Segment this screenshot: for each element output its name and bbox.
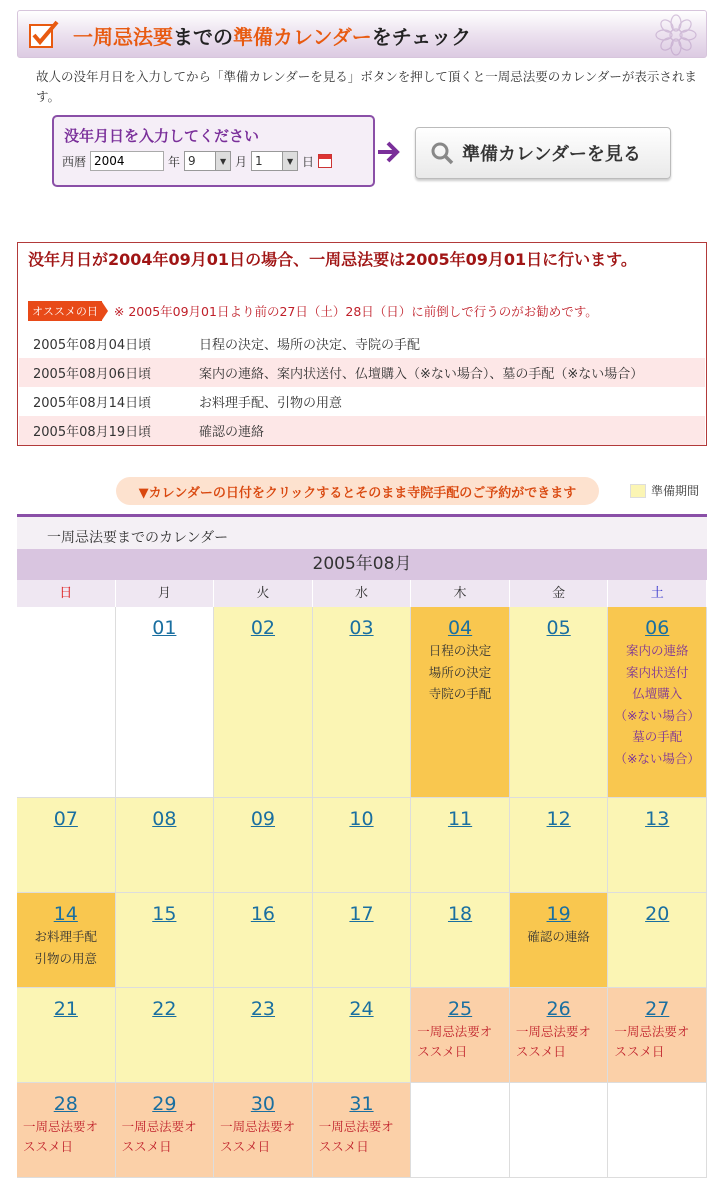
- calendar-day-link[interactable]: 04: [447, 617, 473, 639]
- calendar-day-cell[interactable]: [214, 1083, 313, 1178]
- month-select[interactable]: [184, 151, 231, 171]
- calendar-notice: ▼カレンダーの日付をクリックするとそのまま寺院手配のご予約ができます: [116, 477, 599, 505]
- calendar-day-cell[interactable]: [313, 798, 412, 893]
- calendar-day-link[interactable]: 11: [447, 808, 473, 830]
- arrow-right-icon: [376, 138, 402, 166]
- search-icon: [430, 141, 454, 165]
- calendar-day-link[interactable]: 17: [349, 903, 374, 925]
- calendar-day-cell[interactable]: [214, 607, 313, 798]
- calendar-event: 墓の手配: [632, 729, 683, 744]
- calendar-day-link[interactable]: 14: [53, 903, 78, 925]
- calendar-day-link[interactable]: 09: [250, 808, 276, 830]
- date-input-row: [62, 151, 332, 171]
- calendar-day-link[interactable]: 03: [349, 617, 374, 639]
- result-headline: 没年月日が2004年09月01日の場合、一周忌法要は2005年09月01日に行います。: [28, 250, 637, 269]
- calendar-event: 一周忌法要オススメ日: [220, 1119, 296, 1154]
- weekday-header: [17, 580, 707, 607]
- calendar-event: （※ない場合）: [614, 750, 700, 766]
- calendar-day-link[interactable]: 23: [250, 998, 276, 1020]
- calendar-day-cell[interactable]: [510, 988, 609, 1083]
- calendar-icon[interactable]: [318, 154, 332, 168]
- flower-decoration-icon: [648, 13, 698, 57]
- calendar-day-cell[interactable]: [608, 798, 707, 893]
- calendar-empty-cell: [510, 1083, 609, 1178]
- calendar-week: [17, 1083, 707, 1178]
- calendar-day-link[interactable]: 19: [546, 903, 571, 925]
- schedule-date: 2005年08月04日頃: [33, 338, 152, 353]
- calendar-event: 一周忌法要オススメ日: [515, 1024, 591, 1059]
- calendar-day-link[interactable]: 30: [250, 1093, 276, 1115]
- era-label: 西暦: [62, 154, 87, 169]
- year-unit: 年: [168, 154, 181, 169]
- form-label: 没年月日を入力してください: [64, 127, 260, 145]
- calendar-week: [17, 607, 707, 798]
- calendar-day-cell[interactable]: [214, 893, 313, 988]
- calendar-event: 引物の用意: [34, 950, 98, 966]
- calendar-event: 寺院の手配: [428, 686, 492, 701]
- calendar-day-link[interactable]: 05: [546, 617, 571, 639]
- schedule-task: 案内の連絡、案内状送付、仏壇購入（※ない場合）、墓の手配（※ない場合）: [199, 367, 644, 382]
- calendar-event: 一周忌法要オススメ日: [614, 1024, 690, 1059]
- calendar-day-link[interactable]: 29: [152, 1093, 177, 1115]
- schedule-row: [19, 358, 705, 387]
- calendar-day-cell[interactable]: [313, 1083, 412, 1178]
- schedule-task: お料理手配、引物の用意: [199, 396, 343, 411]
- calendar-event: 一周忌法要オススメ日: [318, 1119, 394, 1154]
- day-unit: 日: [302, 154, 315, 169]
- schedule-task: 日程の決定、場所の決定、寺院の手配: [199, 338, 421, 353]
- calendar-day-cell[interactable]: [17, 1083, 116, 1178]
- weekday-label: 木: [411, 580, 510, 607]
- schedule-row: [19, 416, 705, 445]
- calendar-grid: [17, 607, 707, 1178]
- page-title: [73, 21, 471, 50]
- calendar-day-cell[interactable]: [116, 893, 215, 988]
- calendar-month-title: 2005年08月: [17, 549, 707, 580]
- calendar-day-link[interactable]: 08: [152, 808, 177, 830]
- title-part-1: 一周忌法要: [73, 25, 173, 49]
- calendar-day-link[interactable]: 02: [250, 617, 276, 639]
- calendar-event: お料理手配: [34, 929, 98, 944]
- calendar-week: [17, 893, 707, 988]
- calendar-day-cell[interactable]: [411, 893, 510, 988]
- calendar-day-cell[interactable]: [411, 607, 510, 798]
- calendar-day-cell[interactable]: [510, 798, 609, 893]
- calendar-day-cell[interactable]: [214, 798, 313, 893]
- calendar-day-link[interactable]: 20: [645, 903, 670, 925]
- calendar-event: 案内状送付: [625, 664, 689, 680]
- schedule-date: 2005年08月06日頃: [33, 367, 152, 382]
- legend-swatch: [630, 484, 646, 498]
- title-part-4: をチェック: [371, 25, 472, 49]
- calendar-day-cell[interactable]: [313, 988, 412, 1083]
- calendar-empty-cell: [17, 607, 116, 798]
- calendar-day-link[interactable]: 21: [53, 998, 78, 1020]
- page-header: [17, 10, 707, 58]
- calendar-event: 一周忌法要オススメ日: [23, 1119, 99, 1154]
- calendar-event: 一周忌法要オススメ日: [417, 1024, 493, 1059]
- calendar-day-link[interactable]: 22: [152, 998, 177, 1020]
- calendar-week: [17, 798, 707, 893]
- calendar-day-cell[interactable]: [116, 988, 215, 1083]
- calendar-day-link[interactable]: 06: [645, 617, 670, 639]
- calendar-event: （※ない場合）: [614, 707, 700, 723]
- weekday-label: 月: [116, 580, 215, 607]
- calendar-week: [17, 988, 707, 1083]
- calendar-section-header: [17, 514, 707, 549]
- calendar-day-cell[interactable]: [608, 988, 707, 1083]
- calendar-day-link[interactable]: 07: [53, 808, 78, 830]
- calendar-day-link[interactable]: 31: [349, 1093, 374, 1115]
- schedule-date: 2005年08月14日頃: [33, 396, 152, 411]
- calendar-event: 一周忌法要オススメ日: [121, 1119, 197, 1154]
- title-part-3: 準備カレンダー: [233, 25, 372, 49]
- calendar-section-title: 一周忌法要までのカレンダー: [47, 530, 229, 546]
- day-select[interactable]: [251, 151, 298, 171]
- calendar-day-cell[interactable]: [116, 607, 215, 798]
- calendar-day-link[interactable]: 16: [250, 903, 276, 925]
- calendar-day-link[interactable]: 10: [349, 808, 374, 830]
- calendar-empty-cell: [411, 1083, 510, 1178]
- death-date-form: [52, 115, 375, 187]
- calendar-day-cell[interactable]: [510, 607, 609, 798]
- recommend-row: [28, 301, 598, 321]
- result-box: [17, 242, 707, 446]
- calendar-day-cell[interactable]: [214, 988, 313, 1083]
- month-select-value: 9: [188, 154, 196, 168]
- calendar-day-cell[interactable]: [411, 798, 510, 893]
- schedule-task: 確認の連絡: [199, 425, 265, 440]
- calendar-day-cell[interactable]: [608, 893, 707, 988]
- calendar-day-link[interactable]: 25: [447, 998, 473, 1020]
- weekday-label: 火: [214, 580, 313, 607]
- weekday-label: 土: [608, 580, 707, 607]
- calendar-day-link[interactable]: 28: [53, 1093, 78, 1115]
- month-unit: 月: [235, 154, 248, 169]
- day-select-value: 1: [255, 154, 263, 168]
- calendar-event: 案内の連絡: [625, 643, 689, 658]
- calendar-day-link[interactable]: 13: [645, 808, 670, 830]
- year-input[interactable]: [90, 151, 164, 171]
- calendar-day-cell[interactable]: [313, 607, 412, 798]
- calendar-day-cell[interactable]: [313, 893, 412, 988]
- calendar-day-link[interactable]: 24: [349, 998, 374, 1020]
- calendar-day-cell[interactable]: [116, 1083, 215, 1178]
- calendar-day-cell[interactable]: [17, 798, 116, 893]
- checklist-icon: [28, 19, 60, 49]
- schedule-list: [19, 329, 705, 445]
- calendar-event: 場所の決定: [428, 664, 492, 680]
- calendar-empty-cell: [608, 1083, 707, 1178]
- calendar-day-cell[interactable]: [608, 607, 707, 798]
- calendar-day-cell[interactable]: [17, 893, 116, 988]
- calendar-day-cell[interactable]: [17, 988, 116, 1083]
- title-part-2: までの: [173, 25, 233, 49]
- weekday-label: 金: [510, 580, 609, 607]
- calendar-event: 日程の決定: [428, 643, 492, 658]
- legend: [630, 482, 699, 499]
- schedule-row: [19, 387, 705, 416]
- calendar-event: 仏壇購入: [632, 686, 683, 701]
- calendar-day-cell[interactable]: [411, 988, 510, 1083]
- calendar-day-link[interactable]: 27: [645, 998, 670, 1020]
- show-calendar-button-label: 準備カレンダーを見る: [462, 144, 641, 165]
- calendar-day-link[interactable]: 18: [447, 903, 473, 925]
- calendar-day-link[interactable]: 12: [546, 808, 571, 830]
- intro-text: 故人の没年月日を入力してから「準備カレンダーを見る」ボタンを押して頂くと一周忌法要のカレンダーが表示されます。: [36, 69, 697, 104]
- recommend-badge: オススメの日: [28, 301, 102, 321]
- legend-label: 準備期間: [651, 484, 700, 498]
- recommend-text: ※ 2005年09月01日より前の27日（土）28日（日）に前倒しで行うのがお勧めです。: [113, 304, 598, 319]
- weekday-label: 水: [313, 580, 412, 607]
- calendar-day-cell[interactable]: [510, 893, 609, 988]
- show-calendar-button[interactable]: [415, 127, 671, 179]
- schedule-date: 2005年08月19日頃: [33, 425, 152, 440]
- chevron-down-icon: ▼: [215, 152, 230, 170]
- badge-tip: [102, 302, 108, 320]
- calendar-day-link[interactable]: 26: [546, 998, 571, 1020]
- schedule-row: [19, 329, 705, 358]
- calendar-day-link[interactable]: 15: [152, 903, 177, 925]
- calendar-day-cell[interactable]: [116, 798, 215, 893]
- calendar-event: 確認の連絡: [527, 929, 590, 944]
- weekday-label: 日: [17, 580, 116, 607]
- calendar-day-link[interactable]: 01: [152, 617, 177, 639]
- chevron-down-icon: ▼: [282, 152, 297, 170]
